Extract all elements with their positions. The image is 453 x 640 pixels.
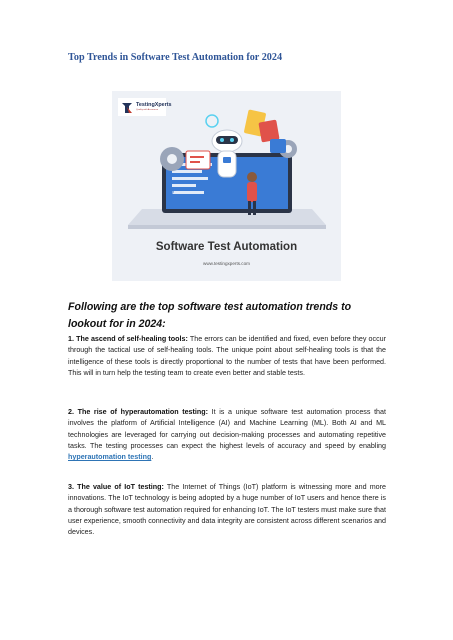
trend-paragraph-2 [68, 407, 386, 463]
trends-subheading: Following are the top software test automation trends to lookout for in 2024: [68, 301, 352, 330]
trend-paragraph-3 [68, 482, 386, 538]
trend-paragraph-1 [68, 334, 386, 379]
trend-heading-1: 1. The ascend of self-healing tools: [68, 335, 188, 343]
logo-text: TestingXperts [136, 101, 172, 108]
trend-text-2-end: . [151, 453, 154, 462]
hero-url: www.testingxperts.com [203, 261, 250, 266]
hyperautomation-testing-link[interactable]: hyperautomation testing [68, 453, 152, 462]
logo-mark-icon [121, 101, 133, 113]
logo-tagline: Quality with Assurance [136, 109, 159, 112]
testingxperts-logo [118, 98, 172, 116]
trend-text-1: The errors can be identified and fixed, even before they occur through the tactical use of self-healing tools. The unique point about self-healing tools is that the intelligence of these tools is directly proportional to the number of tests that have been performed. This will in turn help the testing team to create even better and stable tests. [68, 335, 387, 377]
trend-heading-2: 2. The rise of hyperautomation testing: [68, 408, 208, 416]
document-title: Top Trends in Software Test Automation for 2024 [68, 52, 283, 63]
trend-text-2: It is a unique software test automation process that involves the platform of Artificial Intelligence (AI) and Machine Learning (ML). Both AI and ML technologies are leveraged for carrying out decision-making processes and automating repetitive tasks. The testing processes can expect the highest levels of accuracy and speed by enabling [68, 408, 386, 450]
hero-caption: Software Test Automation [155, 241, 298, 253]
trend-heading-3: 3. The value of IoT testing: [68, 483, 164, 491]
trend-text-3: The Internet of Things (IoT) platform is witnessing more and more innovations. The IoT technology is being adopted by a huge number of IoT users and hence there is a thorough software test automation required for enhancing IoT. The IoT testers must make sure that user experience, smooth connectivity and data integrity are consistent across different scenarios and devices. [68, 483, 386, 537]
hero-image [112, 91, 341, 281]
